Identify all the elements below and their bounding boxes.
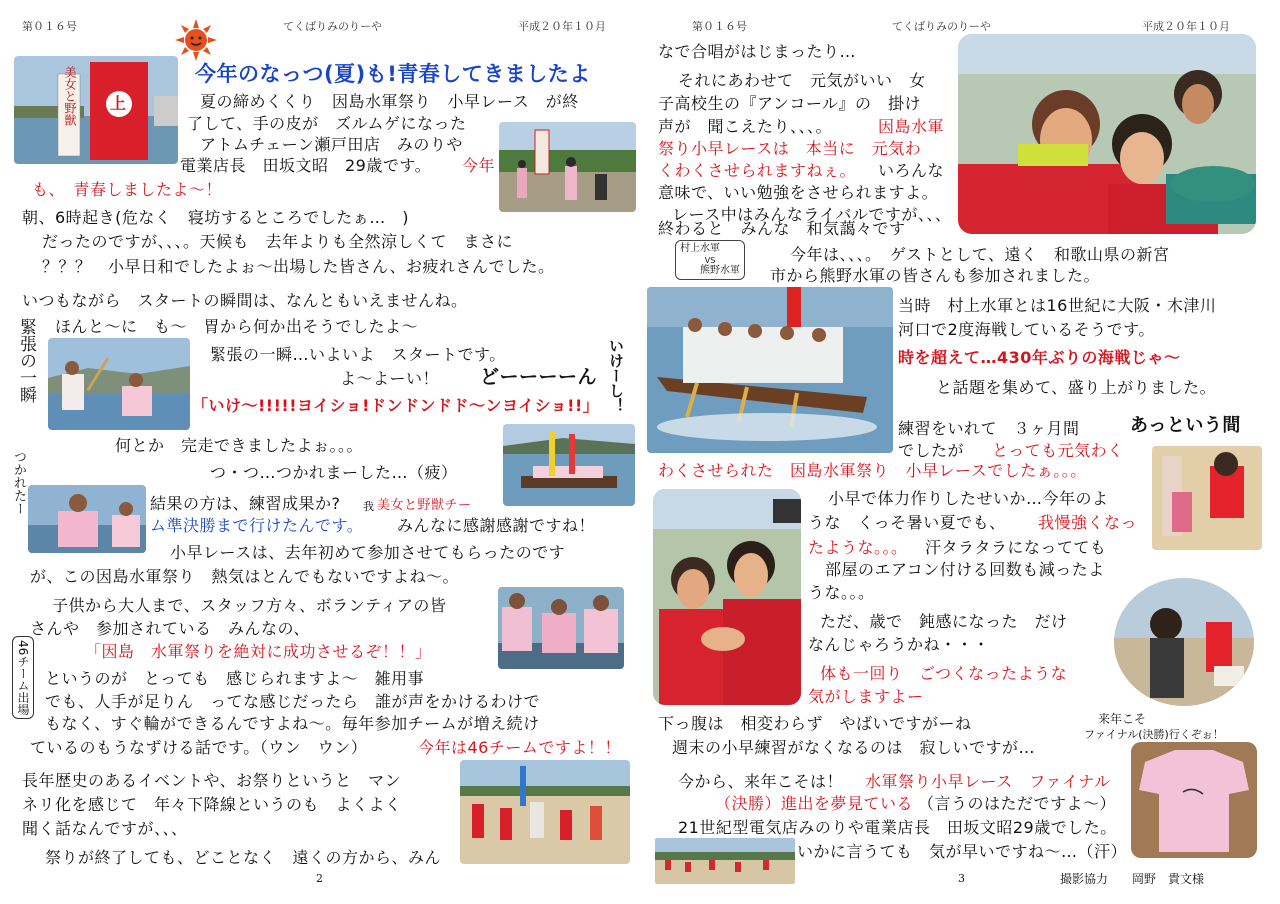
text-line: 電業店長 田坂文昭 29歳です。 (180, 156, 432, 175)
text-line: つ・つ…つかれまーした…（疲） (210, 463, 458, 482)
text-line: ほんと～に も～ 胃から何か出そうでしたよ～ (55, 317, 419, 336)
text-line: わくさせられた 因島水軍祭り 小早レースでしたぁ。。。 (658, 461, 1087, 480)
text-line: 今から、来年こそは！ (678, 772, 844, 791)
text-line: が、この因島水軍祭り 熱気はとんでもないですよね～。 (30, 567, 460, 586)
text-line: と話題を集めて、盛り上がりました。 (936, 378, 1217, 397)
text-line: 時を超えて…430年ぶりの海戦じゃ～ (898, 348, 1181, 367)
vertical-text-ike: いけーし！ (607, 338, 625, 413)
text-line: あっという間 (1130, 415, 1241, 436)
page-number: 2 (316, 872, 323, 885)
issue-date: 平成２０年１０月 (1142, 20, 1230, 33)
text-line: なんじゃろうかね・・・ (808, 635, 990, 654)
text-line: よ～よーい！ (340, 369, 440, 388)
text-line: いつもながら スタートの瞬間は、なんともいえませんね。 (22, 291, 468, 310)
vertical-text-tension: 緊張の一瞬 (16, 318, 36, 403)
text-line: 終わると みんな 和気藹々です (658, 219, 906, 238)
newsletter-title: てくばりみのりーや (892, 20, 991, 33)
text-line: 意味で、いい勉強をさせられますよ。 (658, 183, 939, 202)
rowing-boat-photo (647, 287, 893, 453)
text-line: ネリ化を感じて 年々下降線というのも よくよく (22, 795, 402, 814)
rowers-closeup-photo (498, 587, 624, 669)
text-line: 聞く話なんですが、、、 (22, 819, 188, 838)
text-line: うな くっそ暑い夏でも、 (808, 513, 1006, 532)
shore-crowd-photo (499, 122, 636, 212)
spectators-circle-photo (1114, 578, 1254, 706)
vertical-text-teams: 46チーム出場 (12, 636, 34, 719)
rowers-resting-photo (28, 485, 146, 553)
text-line: 祭り小早レースは 本当に 元気わ (658, 139, 922, 158)
text-line: 「因島 水軍祭りを絶対に成功させるぞ！！」 (85, 642, 432, 661)
text-line: 美女と野獣チー (377, 498, 472, 513)
photo-credit: 撮影協力 岡野 貴文様 (1060, 872, 1205, 886)
text-line: でも、人手が足りん ってな感じだったら 誰が声をかけるわけで (45, 692, 541, 711)
text-line: （言うのはただですよ～） (918, 794, 1117, 813)
text-line: 緊張の一瞬…いよいよ スタートです。 (210, 345, 506, 364)
text-line: くわくさせられますねぇ。 (658, 161, 857, 180)
text-line: 結果の方は、練習成果か? (150, 494, 341, 513)
text-line: ？？？ 小早日和でしたよぉ～出場した皆さん、お疲れさんでした。 (42, 257, 555, 276)
text-line: 今年は、、、。 ゲストとして、遠く 和歌山県の新宮 (790, 245, 1170, 264)
text-line: 我 (363, 500, 375, 513)
text-line: 因島水軍 (878, 117, 945, 136)
beach-panorama-photo (655, 838, 795, 884)
text-line: ただ、歳で 鈍感になった だけ (820, 612, 1068, 631)
race-start-photo (48, 338, 190, 430)
text-line: 子供から大人まで、スタッフ方々、ボランティアの皆 (52, 596, 447, 615)
text-line: 了して、手の皮が ズルムゲになった (187, 114, 467, 133)
banner-mark: 上 (110, 94, 127, 113)
page-number: 3 (958, 872, 965, 885)
text-line: 小早レースは、去年初めて参加させてもらったのです (170, 543, 566, 562)
text-line: 今年は46チームですよ！！ (418, 738, 621, 757)
text-line: とっても元気わく (992, 441, 1124, 460)
note-final: ファイナル(決勝)行くぞぉ！ (1084, 728, 1224, 741)
text-line: それにあわせて 元気がいい 女 (678, 71, 926, 90)
text-line: 河口で2度海戦しているそうです。 (898, 320, 1155, 339)
text-line: 21世紀型電気店みのりや電業店長 田坂文昭29歳でした。 (678, 818, 1117, 837)
text-line: うな。。。 (808, 583, 875, 602)
text-line: どーーーーん (480, 366, 598, 388)
text-line: 部屋のエアコン付ける回数も減ったよ (825, 560, 1105, 579)
note-next-year: 来年こそ (1098, 712, 1147, 726)
vertical-text-tsukareta: つかれたー (11, 450, 26, 515)
text-line: 長年歴史のあるイベントや、お祭りというと マン (22, 771, 402, 790)
text-line: 当時 村上水軍とは16世紀に大阪・木津川 (898, 296, 1217, 315)
harbour-banner-photo (14, 56, 178, 164)
text-line: さんや 参加されている みんなの、 (30, 619, 310, 638)
text-line: 市から熊野水軍の皆さんも参加されました。 (770, 266, 1101, 285)
text-line: たような。。。 (808, 538, 908, 557)
text-line: というのが とっても 感じられますよ～ 雑用事 (45, 669, 425, 688)
versus-box (675, 240, 745, 280)
text-line: なで合唱がはじまったり… (658, 42, 857, 61)
child-sand-photo (1152, 446, 1262, 550)
versus-bottom: 熊野水軍 (700, 265, 740, 276)
text-line: 声が 聞こえたり、、、。 (658, 117, 833, 136)
hug-crowd-photo (958, 34, 1256, 234)
text-line: 祭りが終了しても、どことなく 遠くの方から、みん (45, 848, 442, 867)
text-line: 練習をいれて ３ヶ月間 (898, 419, 1080, 438)
text-line: 朝、6時起き(危なく 寝坊するところでしたぁ… ) (22, 208, 410, 227)
text-line: 水軍祭り小早レース ファイナル (865, 772, 1111, 791)
text-line: 何とか 完走できましたよぉ。。。 (115, 436, 364, 455)
text-line: ているのもうなずける話です。（ウン ウン） (30, 738, 368, 757)
text-line: 夏の締めくくり 因島水軍祭り 小早レース が終 (200, 92, 579, 111)
versus-top: 村上水軍 (680, 243, 720, 254)
banner-text: 美女と野獣 (63, 66, 77, 126)
text-line: 子高校生の『アンコール』の 掛け (658, 94, 922, 113)
text-line: 小早で体力作りしたせいか…今年のよ (828, 489, 1109, 508)
text-line: 汗タラタラになってても (925, 538, 1107, 557)
issue-number: 第０１６号 (692, 20, 747, 33)
text-line: アトムチェーン瀬戸田店 みのりや (200, 135, 463, 154)
cheering-crowd-photo (653, 489, 801, 705)
text-line: も、 青春しましたよ～！ (32, 180, 223, 199)
text-line: だったのですが、、、。天候も 去年よりも全然涼しくて まさに (42, 232, 514, 251)
text-line: 今年 (462, 156, 496, 175)
text-line: でしたが (898, 441, 965, 460)
text-line: 「いけ～!!!!!ヨイショ!ドンドンドド～ンヨイショ!!」 (192, 396, 600, 415)
boat-flags-photo (503, 424, 635, 506)
tshirt-photo (1131, 742, 1257, 858)
text-line: いかに言うても 気が早いですね～…（汗） (797, 842, 1128, 861)
text-line: いろんな (878, 161, 945, 180)
sun-icon (174, 18, 218, 62)
text-line: レース中はみんなライバルですが、、、 (672, 205, 952, 224)
text-line: みんなに感謝感謝ですね！ (397, 516, 596, 535)
text-line: （決勝）進出を夢見ている (715, 794, 914, 813)
text-line: 体も一回り ごつくなったような (820, 664, 1068, 683)
versus-mid: VS (704, 256, 716, 265)
text-line: もなく、すぐ輪ができるんですよね～。毎年参加チームが増え続け (45, 714, 540, 733)
text-line: 週末の小早練習がなくなるのは 寂しいですが… (672, 738, 1036, 757)
issue-number: 第０１６号 (22, 20, 77, 33)
text-line: ム準決勝まで行けたんです。 (150, 516, 364, 535)
parade-photo (460, 760, 630, 864)
text-line: 下っ腹は 相変わらず やばいですがーね (658, 714, 972, 733)
issue-date: 平成２０年１０月 (518, 20, 606, 33)
text-line: 我慢強くなっ (1038, 513, 1138, 532)
page-3 (640, 0, 1280, 904)
article-title: 今年のなっつ(夏)も!青春してきましたよ (195, 62, 591, 86)
newsletter-title: てくばりみのりーや (283, 20, 382, 33)
text-line: 気がしますよー (808, 687, 924, 706)
